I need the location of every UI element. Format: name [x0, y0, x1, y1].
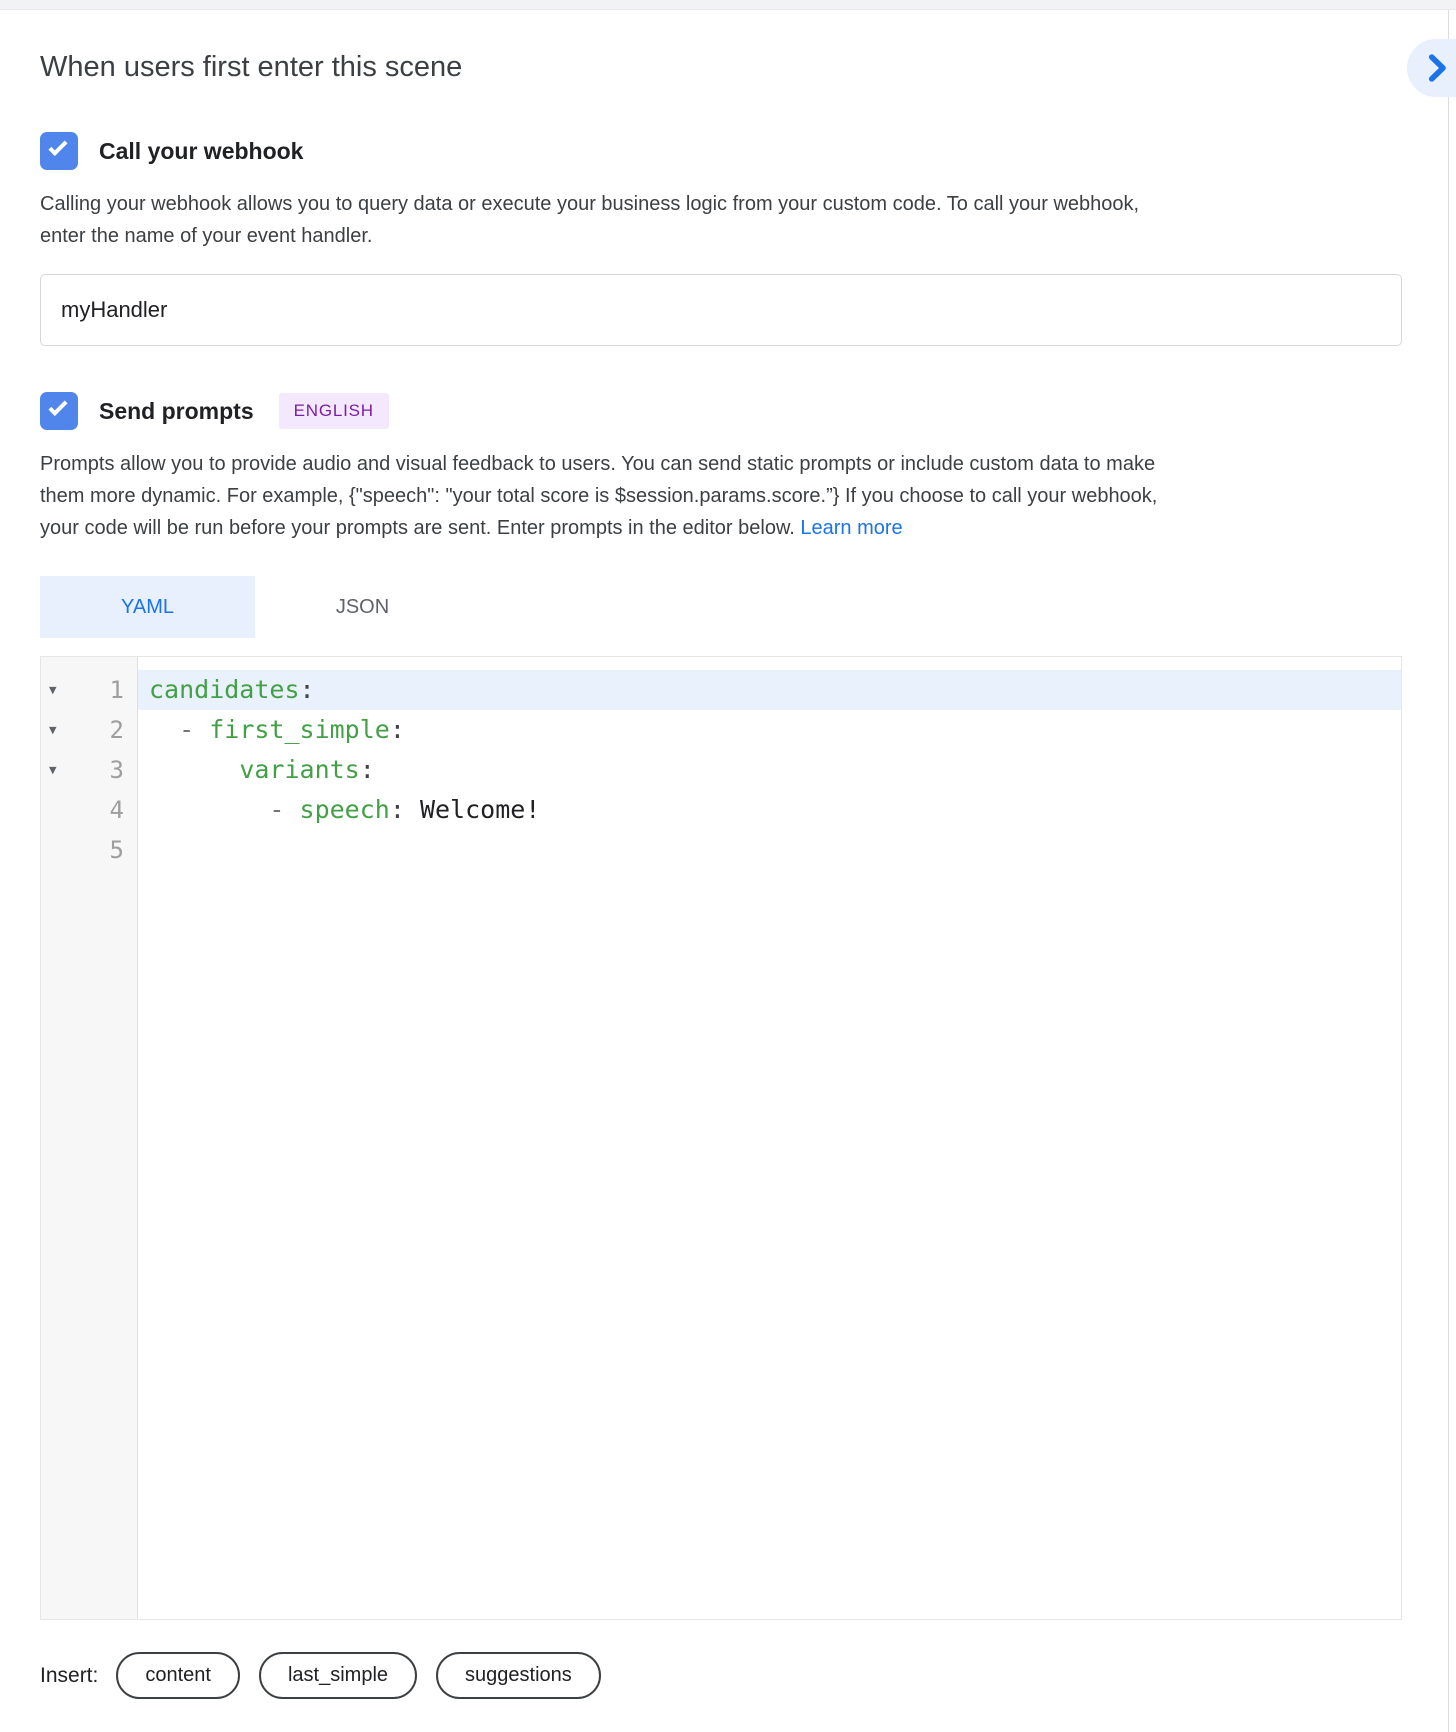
insert-label: Insert:	[40, 1663, 99, 1687]
prompts-description	[40, 448, 1185, 544]
line-number: 3	[109, 756, 124, 784]
collapse-panel-button[interactable]	[1407, 39, 1456, 97]
line-number: 5	[109, 836, 124, 864]
webhook-checkbox-label: Call your webhook	[99, 137, 304, 164]
code-editor	[40, 656, 1402, 1620]
code-line[interactable]	[138, 830, 1401, 870]
line-number: 1	[109, 676, 124, 704]
tab-json[interactable]: JSON	[255, 576, 470, 638]
checkmark-icon	[48, 137, 67, 156]
insert-chip-content[interactable]: content	[116, 1652, 240, 1699]
gutter-row	[41, 830, 137, 870]
page-top-strip	[0, 0, 1456, 10]
editor-format-tabs	[40, 576, 1402, 638]
chevron-right-icon	[1425, 53, 1449, 83]
webhook-checkbox[interactable]	[40, 132, 78, 170]
event-handler-input[interactable]	[40, 274, 1402, 346]
tab-yaml[interactable]: YAML	[40, 576, 255, 638]
checkmark-icon	[48, 397, 67, 416]
editor-code[interactable]	[138, 657, 1401, 1619]
line-number: 4	[109, 796, 124, 824]
webhook-description: Calling your webhook allows you to query data or execute your business logic from your custom code. To call your webhook, enter the name of your event handler.	[40, 193, 1140, 247]
insert-row	[40, 1652, 1402, 1699]
fold-arrow-icon[interactable]: ▾	[49, 680, 57, 699]
editor-gutter	[41, 657, 138, 1619]
page-title: When users first enter this scene	[40, 51, 463, 83]
language-badge[interactable]: ENGLISH	[279, 393, 389, 429]
gutter-row	[41, 710, 137, 750]
fold-arrow-icon[interactable]: ▾	[49, 760, 57, 779]
gutter-row	[41, 670, 137, 710]
gutter-row	[41, 750, 137, 790]
line-number: 2	[109, 716, 124, 744]
code-line[interactable]: - first_simple:	[179, 715, 405, 744]
gutter-row	[41, 790, 137, 830]
code-line[interactable]: variants:	[239, 755, 375, 784]
webhook-section	[40, 132, 1402, 346]
panel-right-border	[1448, 10, 1449, 1732]
learn-more-link[interactable]: Learn more	[800, 517, 903, 539]
code-line[interactable]: candidates:	[138, 670, 1401, 710]
scene-entry-panel	[0, 50, 1456, 1699]
insert-chips	[116, 1652, 619, 1699]
fold-arrow-icon[interactable]: ▾	[49, 720, 57, 739]
insert-chip-suggestions[interactable]: suggestions	[436, 1652, 601, 1699]
prompts-description-text: Prompts allow you to provide audio and visual feedback to users. You can send static prompts or include custom data to make them more dynamic. For example, {"speech": "your total score is $session.params.score.”} If you choose to call your webhook, your code will be run before your prompts are sent. Enter prompts in the editor below.	[40, 453, 1158, 539]
prompts-section	[40, 392, 1402, 1699]
webhook-checkbox-row	[40, 132, 1402, 170]
code-line[interactable]: - speech: Welcome!	[269, 795, 541, 824]
prompts-checkbox-row	[40, 392, 1402, 430]
insert-chip-last_simple[interactable]: last_simple	[259, 1652, 417, 1699]
prompts-checkbox[interactable]	[40, 392, 78, 430]
prompts-checkbox-label: Send prompts	[99, 397, 254, 424]
